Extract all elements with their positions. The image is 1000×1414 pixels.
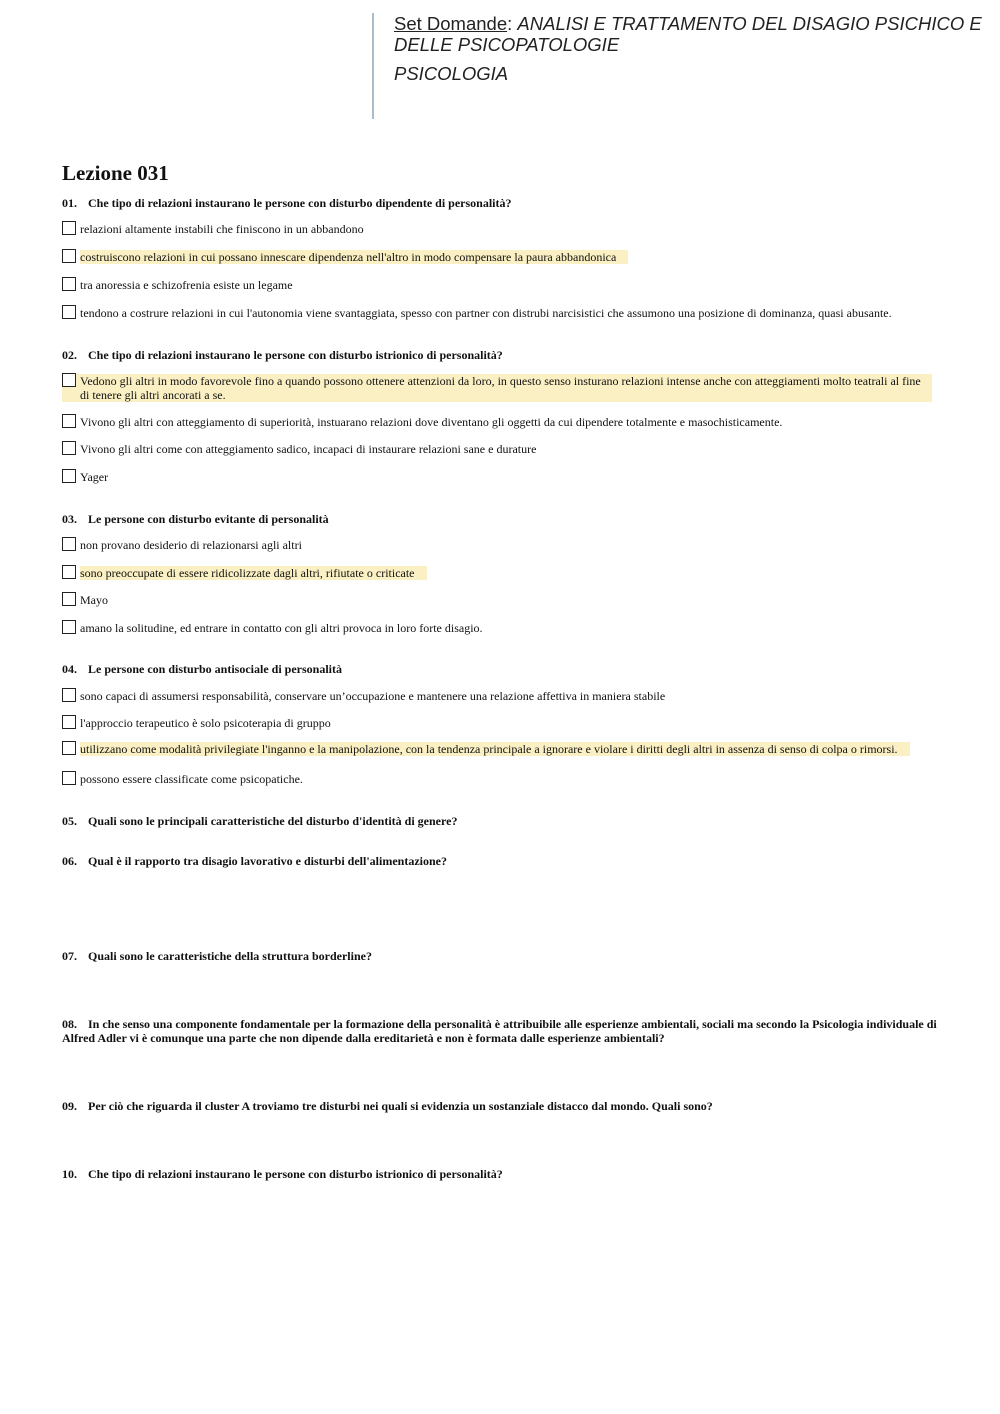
answer-option[interactable]: Vivono gli altri come con atteggiamento sadico, incapaci di instaurare relazioni sane e durature: [62, 442, 536, 456]
checkbox[interactable]: [62, 305, 76, 319]
question-05: 05. Quali sono le principali caratteristiche del disturbo d'identità di genere?: [62, 814, 458, 828]
checkbox[interactable]: [62, 414, 76, 428]
answer-option-highlighted[interactable]: utilizzano come modalità privilegiate l'inganno e la manipolazione, con la tendenza principale a ignorare e violare i diritti degli altri in assenza di senso di colpa o rimorsi.: [62, 742, 950, 756]
checkbox[interactable]: [62, 620, 76, 634]
checkbox[interactable]: [62, 592, 76, 606]
answer-option-highlighted[interactable]: costruiscono relazioni in cui possano innescare dipendenza nell'altro in modo compensare la paura abbandonica: [62, 250, 628, 264]
answer-option[interactable]: Yager: [62, 470, 108, 484]
question-set: [62, 160, 942, 1181]
answer-option[interactable]: amano la solitudine, ed entrare in contatto con gli altri provoca in loro forte disagio.: [62, 621, 483, 635]
question-10: 10. Che tipo di relazioni instaurano le persone con disturbo istrionico di personalità?: [62, 1167, 503, 1181]
checkbox[interactable]: [62, 221, 76, 235]
answer-option[interactable]: Mayo: [62, 593, 108, 607]
question-04: 04. Le persone con disturbo antisociale di personalità: [62, 662, 343, 676]
answer-option-highlighted[interactable]: Vedono gli altri in modo favorevole fino a quando possono ottenere attenzioni da loro, in questo senso insturano relazioni intense anche con atteggiamenti molto teatrali al fine di tenere gli altri ancorati a se.: [62, 374, 932, 402]
checkbox[interactable]: [62, 441, 76, 455]
answer-option[interactable]: Vivono gli altri con atteggiamento di superiorità, instuarano relazioni dove diventano gli oggetti da cui dipendere totalmente e masochisticamente.: [62, 415, 782, 429]
question-02: 02. Che tipo di relazioni instaurano le persone con disturbo istrionico di personalità?: [62, 348, 503, 362]
checkbox[interactable]: [62, 771, 76, 785]
answer-option[interactable]: sono capaci di assumersi responsabilità, conservare un’occupazione e mantenere una relazione affettiva in maniera stabile: [62, 689, 665, 703]
checkbox[interactable]: [62, 565, 76, 579]
course-title: ANALISI E TRATTAMENTO DEL DISAGIO PSICHICO E DELLE PSICOPATOLOGIE: [394, 13, 982, 55]
answer-option[interactable]: non provano desiderio di relazionarsi agli altri: [62, 538, 302, 552]
question-03: 03. Le persone con disturbo evitante di personalità: [62, 512, 329, 526]
set-label: Set Domande: [394, 13, 508, 34]
lesson-title: Lezione 031: [62, 161, 169, 185]
answer-option[interactable]: tra anoressia e schizofrenia esiste un legame: [62, 278, 293, 292]
question-07: 07. Quali sono le caratteristiche della struttura borderline?: [62, 949, 372, 963]
question-09: 09. Per ciò che riguarda il cluster A troviamo tre disturbi nei quali si evidenzia un sostanziale distacco dal mondo. Quali sono?: [62, 1099, 713, 1113]
checkbox[interactable]: [62, 249, 76, 263]
answer-option-highlighted[interactable]: sono preoccupate di essere ridicolizzate dagli altri, rifiutate o criticate: [62, 566, 427, 580]
header-separator: :: [507, 13, 518, 34]
checkbox[interactable]: [62, 537, 76, 551]
question-06: 06. Qual è il rapporto tra disagio lavorativo e disturbi dell'alimentazione?: [62, 854, 447, 868]
checkbox[interactable]: [62, 688, 76, 702]
answer-option[interactable]: possono essere classificate come psicopatiche.: [62, 772, 303, 786]
question-08: 08. In che senso una componente fondamentale per la formazione della personalità è attribuibile alle esperienze ambientali, sociali ma secondo la Psicologia individuale di Alfred Adler vi è comunque una parte che non dipende dalla ereditarietà e non è formata dalle esperienze ambientali?: [62, 1017, 937, 1045]
checkbox[interactable]: [62, 715, 76, 729]
answer-option[interactable]: l'approccio terapeutico è solo psicoterapia di gruppo: [62, 716, 331, 730]
document-header: [372, 13, 992, 119]
checkbox[interactable]: [62, 741, 76, 755]
checkbox[interactable]: [62, 469, 76, 483]
checkbox[interactable]: [62, 277, 76, 291]
question-01: 01. Che tipo di relazioni instaurano le persone con disturbo dipendente di personalità?: [62, 196, 512, 210]
course-subject: PSICOLOGIA: [394, 63, 509, 84]
answer-option[interactable]: tendono a costrure relazioni in cui l'autonomia viene svantaggiata, spesso con partner con distrubi narcisistici che assumono una posizione di dominanza, quasi abusante.: [62, 306, 950, 320]
checkbox[interactable]: [62, 373, 76, 387]
answer-option[interactable]: relazioni altamente instabili che finiscono in un abbandono: [62, 222, 364, 236]
